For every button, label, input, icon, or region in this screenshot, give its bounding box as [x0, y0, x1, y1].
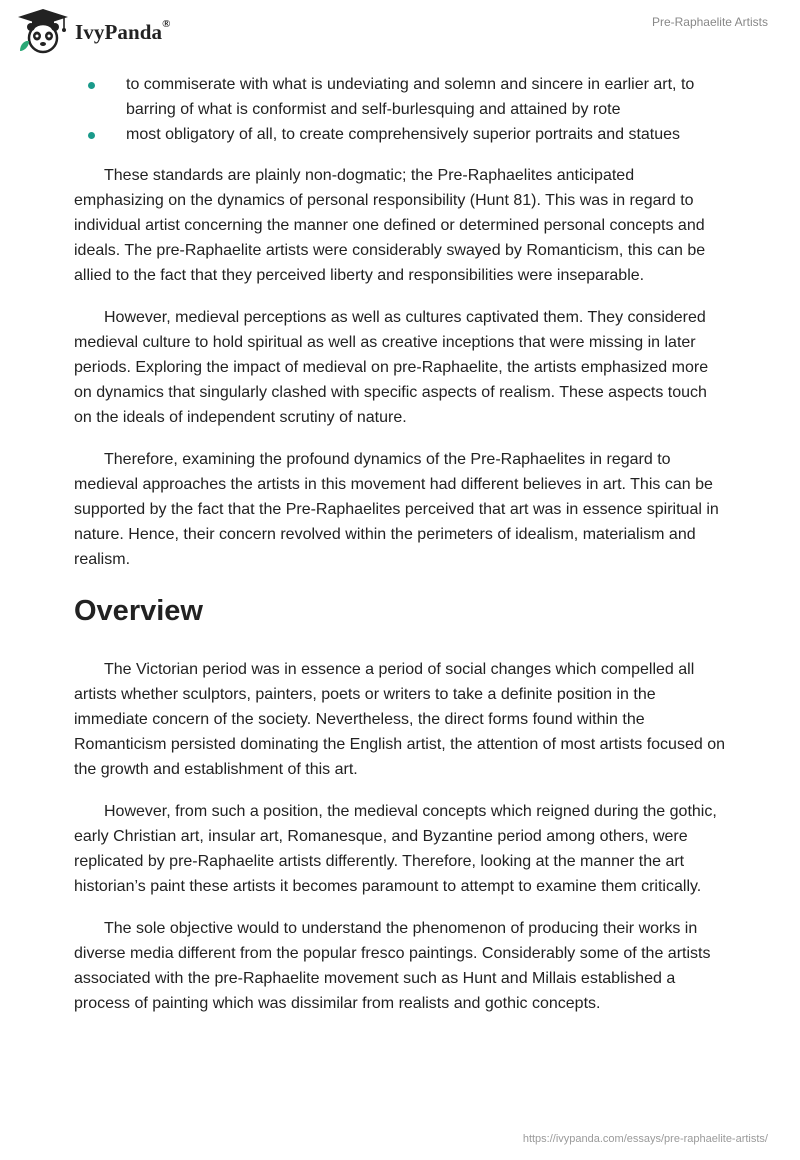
page-header	[0, 0, 800, 62]
bullet-list	[74, 72, 728, 147]
essay-body	[74, 72, 728, 1016]
registered-mark: ®	[162, 17, 171, 30]
ivypanda-logo[interactable]	[14, 7, 171, 55]
paragraph: However, from such a position, the medieval concepts which reigned during the gothic, early Christian art, insular art, Romanesque, and Byzantine period among others, were replicated by pre-Raphaelite artists differently. Therefore, looking at the manner the art historian’s paint these artists it becomes paramount to attempt to examine them critically.	[74, 803, 717, 895]
logo-text: IvyPanda	[75, 19, 163, 44]
paragraph: The Victorian period was in essence a period of social changes which compelled all artists whether sculptors, painters, poets or writers to take a definite position in the immediate concern of the society. Nevertheless, the direct forms found within the Romanticism persisted dominating the English artist, the attention of most artists focused on the growth and establishment of this art.	[74, 661, 725, 778]
paragraph: These standards are plainly non-dogmatic; the Pre-Raphaelites anticipated emphasizing on the dynamics of personal responsibility (Hunt 81). This was in regard to individual artist concerning the manner one defined or determined personal concepts and ideals. The pre-Raphaelite artists were considerably swayed by Romanticism, this can be allied to the fact that they perceived liberty and responsibilities were inseparable.	[74, 167, 706, 284]
document-title: Pre-Raphaelite Artists	[651, 15, 768, 29]
list-item	[74, 72, 728, 122]
paragraph: Therefore, examining the profound dynamics of the Pre-Raphaelites in regard to medieval approaches the artists in this movement had different believes in art. This can be supported by the fact that the Pre-Raphaelites perceived that art was in essence spiritual in nature. Hence, their concern revolved within the perimeters of idealism, materialism and realism.	[74, 451, 719, 568]
list-item-text: most obligatory of all, to create comprehensively superior portraits and statues	[126, 126, 681, 143]
bullet-dot-icon	[88, 132, 95, 139]
list-item	[74, 122, 728, 147]
source-url-link[interactable]: https://ivypanda.com/essays/pre-raphaelite-artists/	[522, 1133, 768, 1145]
section-heading: Overview	[74, 595, 203, 627]
bullet-dot-icon	[88, 82, 95, 89]
paragraph: However, medieval perceptions as well as cultures captivated them. They considered medieval culture to hold spiritual as well as creative inceptions that were missing in later periods. Exploring the impact of medieval on pre-Raphaelite, the artists emphasized more on dynamics that singularly clashed with specific aspects of realism. These aspects touch on the ideals of independent scrutiny of nature.	[74, 309, 709, 426]
paragraph: The sole objective would to understand the phenomenon of producing their works in diverse media different from the popular fresco paintings. Considerably some of the artists associated with the pre-Raphaelite movement such as Hunt and Millais established a process of painting which was dissimilar from realists and gothic concepts.	[74, 920, 711, 1012]
list-item-text: to commiserate with what is undeviating and solemn and sincere in earlier art, to barring of what is conformist and self-burlesquing and attained by rote	[126, 76, 695, 118]
panda-logo-icon	[14, 7, 72, 55]
logo-wordmark	[75, 17, 171, 45]
